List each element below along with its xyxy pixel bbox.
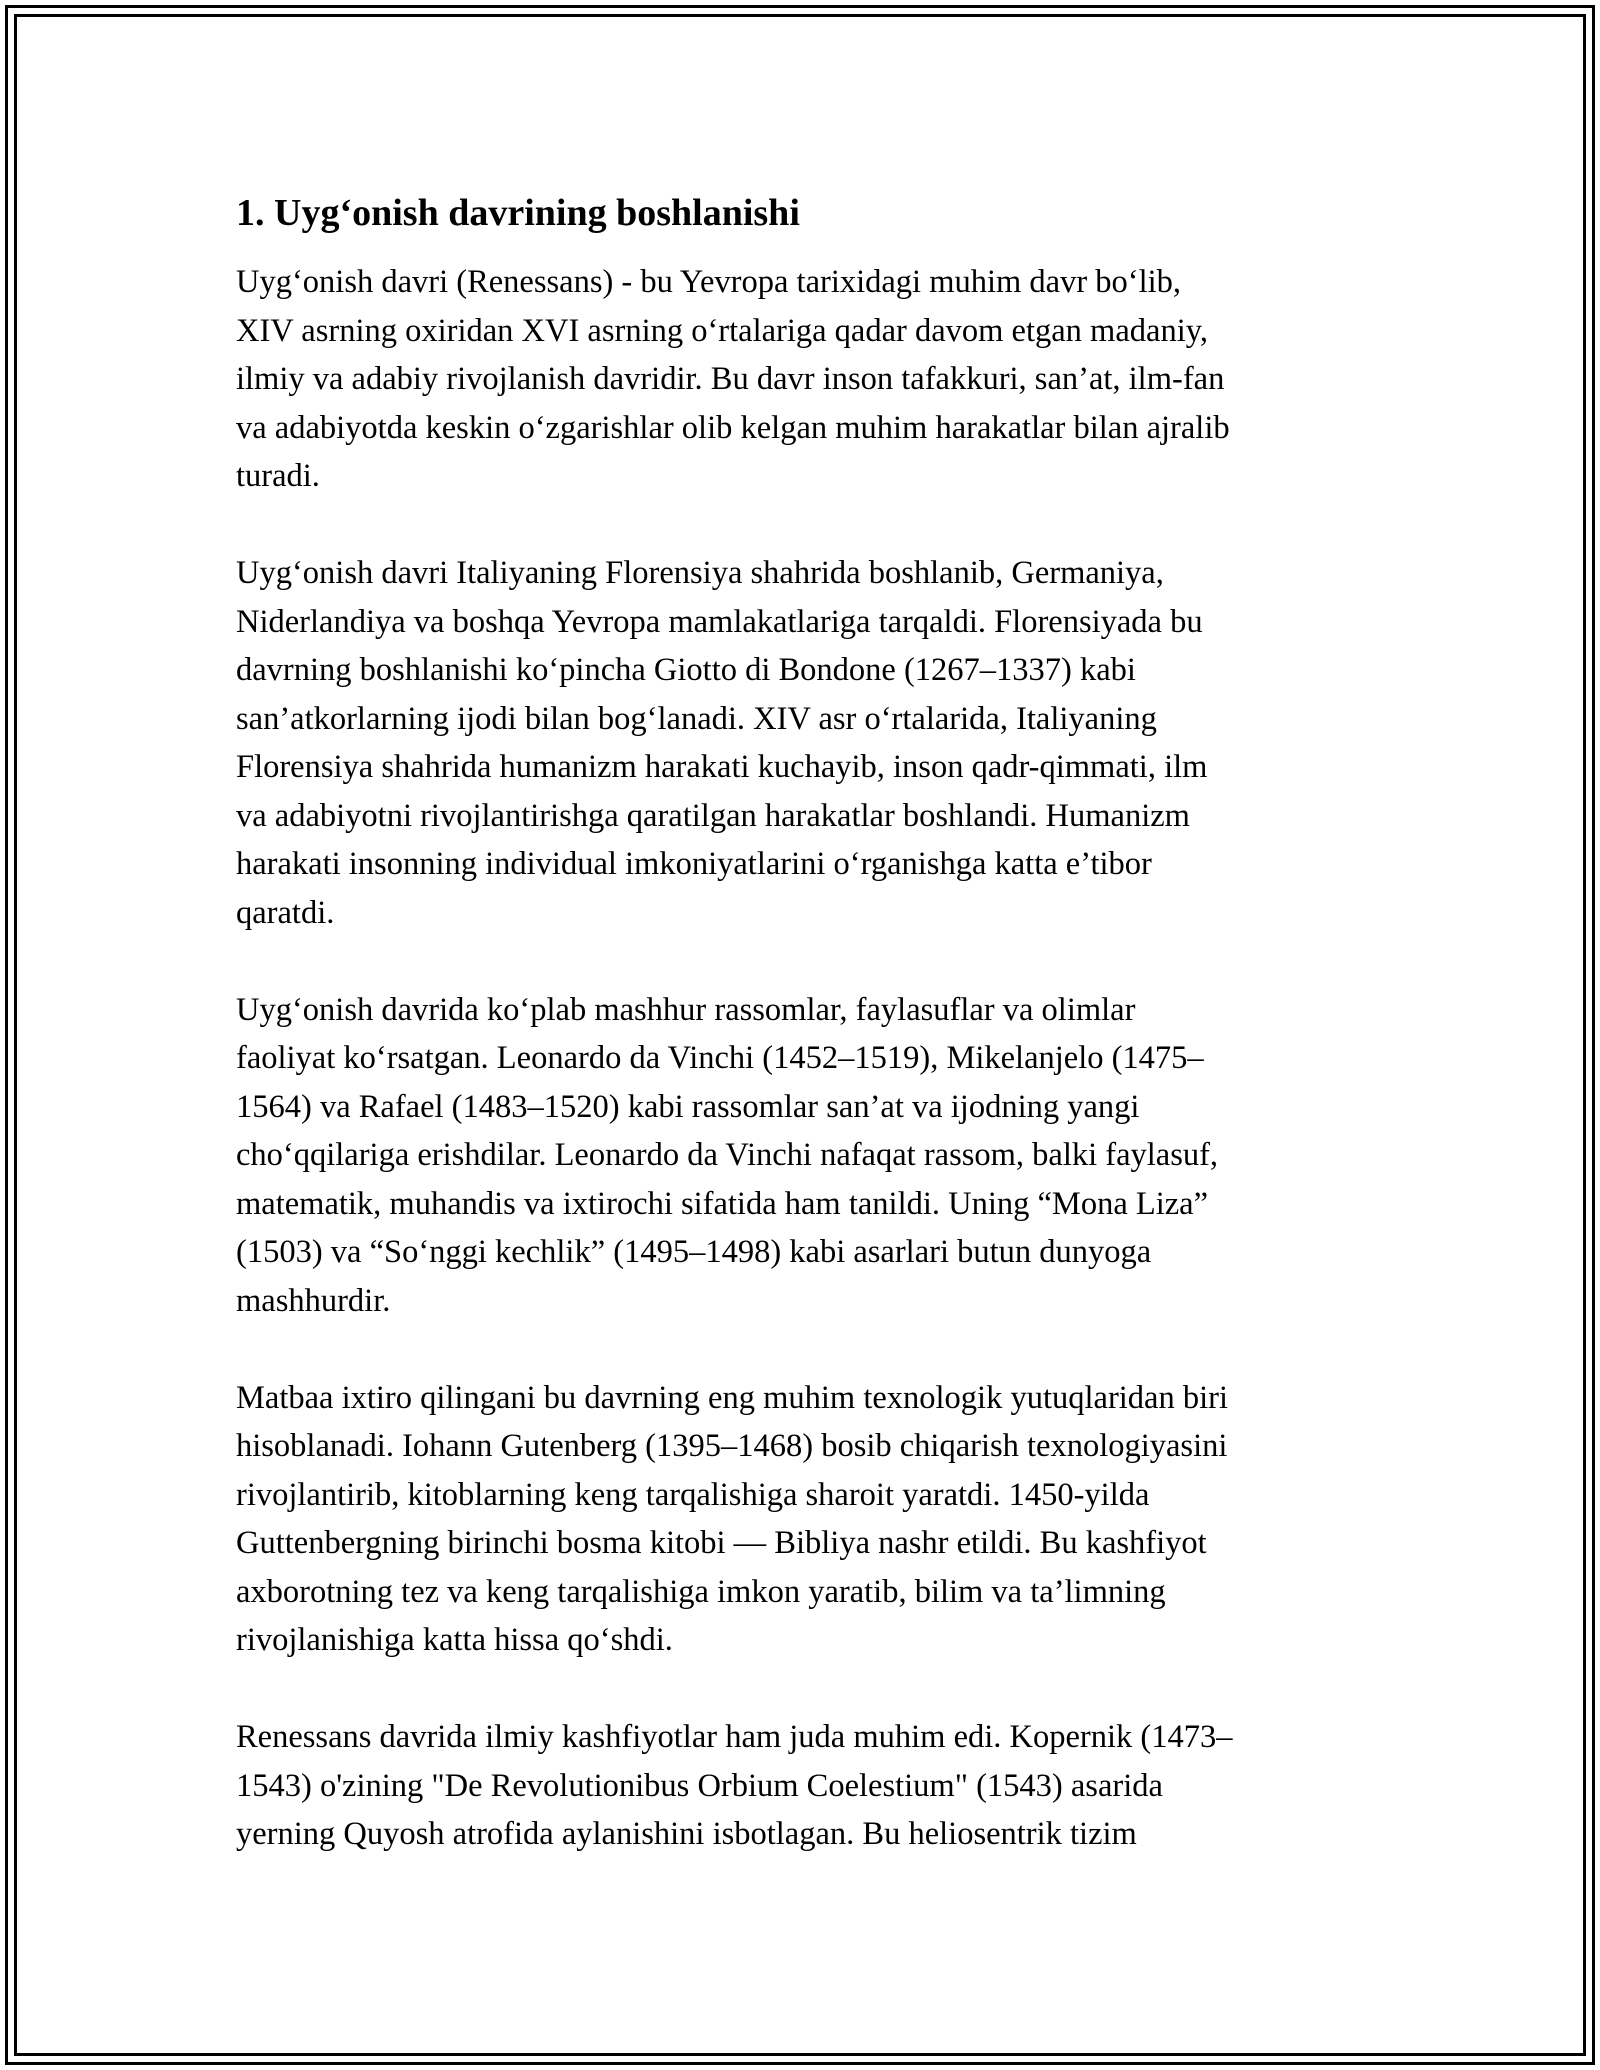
text-line: Uyg‘onish davrida ko‘plab mashhur rassomlar, faylasuflar va olimlar — [236, 991, 1136, 1028]
paragraph-printing-press — [236, 1374, 1376, 1665]
section-heading: 1. Uyg‘onish davrining boshlanishi — [236, 192, 800, 234]
text-line: Niderlandiya va boshqa Yevropa mamlakatlariga tarqaldi. Florensiyada bu — [236, 603, 1203, 640]
text-line: Matbaa ixtiro qilingani bu davrning eng muhim texnologik yutuqlaridan biri — [236, 1379, 1228, 1416]
text-line: (1503) va “So‘nggi kechlik” (1495–1498) kabi asarlari butun dunyoga — [236, 1234, 1152, 1270]
text-line: mashhurdir. — [236, 1282, 391, 1319]
text-line: Guttenbergning birinchi bosma kitobi — Bibliya nashr etildi. Bu kashfiyot — [236, 1525, 1207, 1561]
text-line: davrning boshlanishi ko‘pincha Giotto di Bondone (1267–1337) kabi — [236, 652, 1136, 688]
text-line: 1543) o'zining "De Revolutionibus Orbium Coelestium" (1543) asarida — [236, 1767, 1163, 1804]
text-line: rivojlantirib, kitoblarning keng tarqalishiga sharoit yaratdi. 1450-yilda — [236, 1476, 1150, 1513]
text-line: 1564) va Rafael (1483–1520) kabi rassomlar san’at va ijodning yangi — [236, 1088, 1140, 1125]
text-line: faoliyat ko‘rsatgan. Leonardo da Vinchi (1452–1519), Mikelanjelo (1475– — [236, 1040, 1204, 1076]
text-line: Uyg‘onish davri (Renessans) - bu Yevropa tarixidagi muhim davr bo‘lib, — [236, 264, 1182, 300]
text-line: turadi. — [236, 458, 320, 494]
text-line: harakati insonning individual imkoniyatlarini o‘rganishga katta e’tibor — [236, 846, 1152, 882]
text-line: matematik, muhandis va ixtirochi sifatida ham tanildi. Uning “Mona Liza” — [236, 1185, 1209, 1222]
text-line: va adabiyotni rivojlantirishga qaratilgan harakatlar boshlandi. Humanizm — [236, 797, 1190, 834]
text-line: cho‘qqilariga erishdilar. Leonardo da Vinchi nafaqat rassom, balki faylasuf, — [236, 1137, 1219, 1173]
paragraph-artists — [236, 986, 1376, 1326]
text-line: Uyg‘onish davri Italiyaning Florensiya shahrida boshlanib, Germaniya, — [236, 555, 1164, 591]
text-line: Florensiya shahrida humanizm harakati kuchayib, inson qadr-qimmati, ilm — [236, 749, 1208, 785]
paragraph-scientific-discoveries — [236, 1713, 1376, 1859]
text-line: qaratdi. — [236, 894, 335, 931]
text-line: rivojlanishiga katta hissa qo‘shdi. — [236, 1622, 673, 1658]
text-line: axborotning tez va keng tarqalishiga imkon yaratib, bilim va ta’limning — [236, 1573, 1166, 1610]
document-body — [236, 180, 1376, 1907]
text-line: yerning Quyosh atrofida aylanishini isbotlagan. Bu heliosentrik tizim — [236, 1816, 1137, 1852]
text-line: va adabiyotda keskin o‘zgarishlar olib kelgan muhim harakatlar bilan ajralib — [236, 409, 1230, 446]
text-line: ilmiy va adabiy rivojlanish davridir. Bu davr inson tafakkuri, san’at, ilm-fan — [236, 361, 1225, 397]
paragraph-florence-humanism — [236, 549, 1376, 937]
text-line: hisoblanadi. Iohann Gutenberg (1395–1468) bosib chiqarish texnologiyasini — [236, 1428, 1228, 1464]
text-line: san’atkorlarning ijodi bilan bog‘lanadi. XIV asr o‘rtalarida, Italiyaning — [236, 700, 1157, 737]
text-line: Renessans davrida ilmiy kashfiyotlar ham juda muhim edi. Kopernik (1473– — [236, 1719, 1233, 1755]
paragraph-renaissance-intro — [236, 258, 1376, 501]
text-line: XIV asrning oxiridan XVI asrning o‘rtalariga qadar davom etgan madaniy, — [236, 312, 1208, 349]
